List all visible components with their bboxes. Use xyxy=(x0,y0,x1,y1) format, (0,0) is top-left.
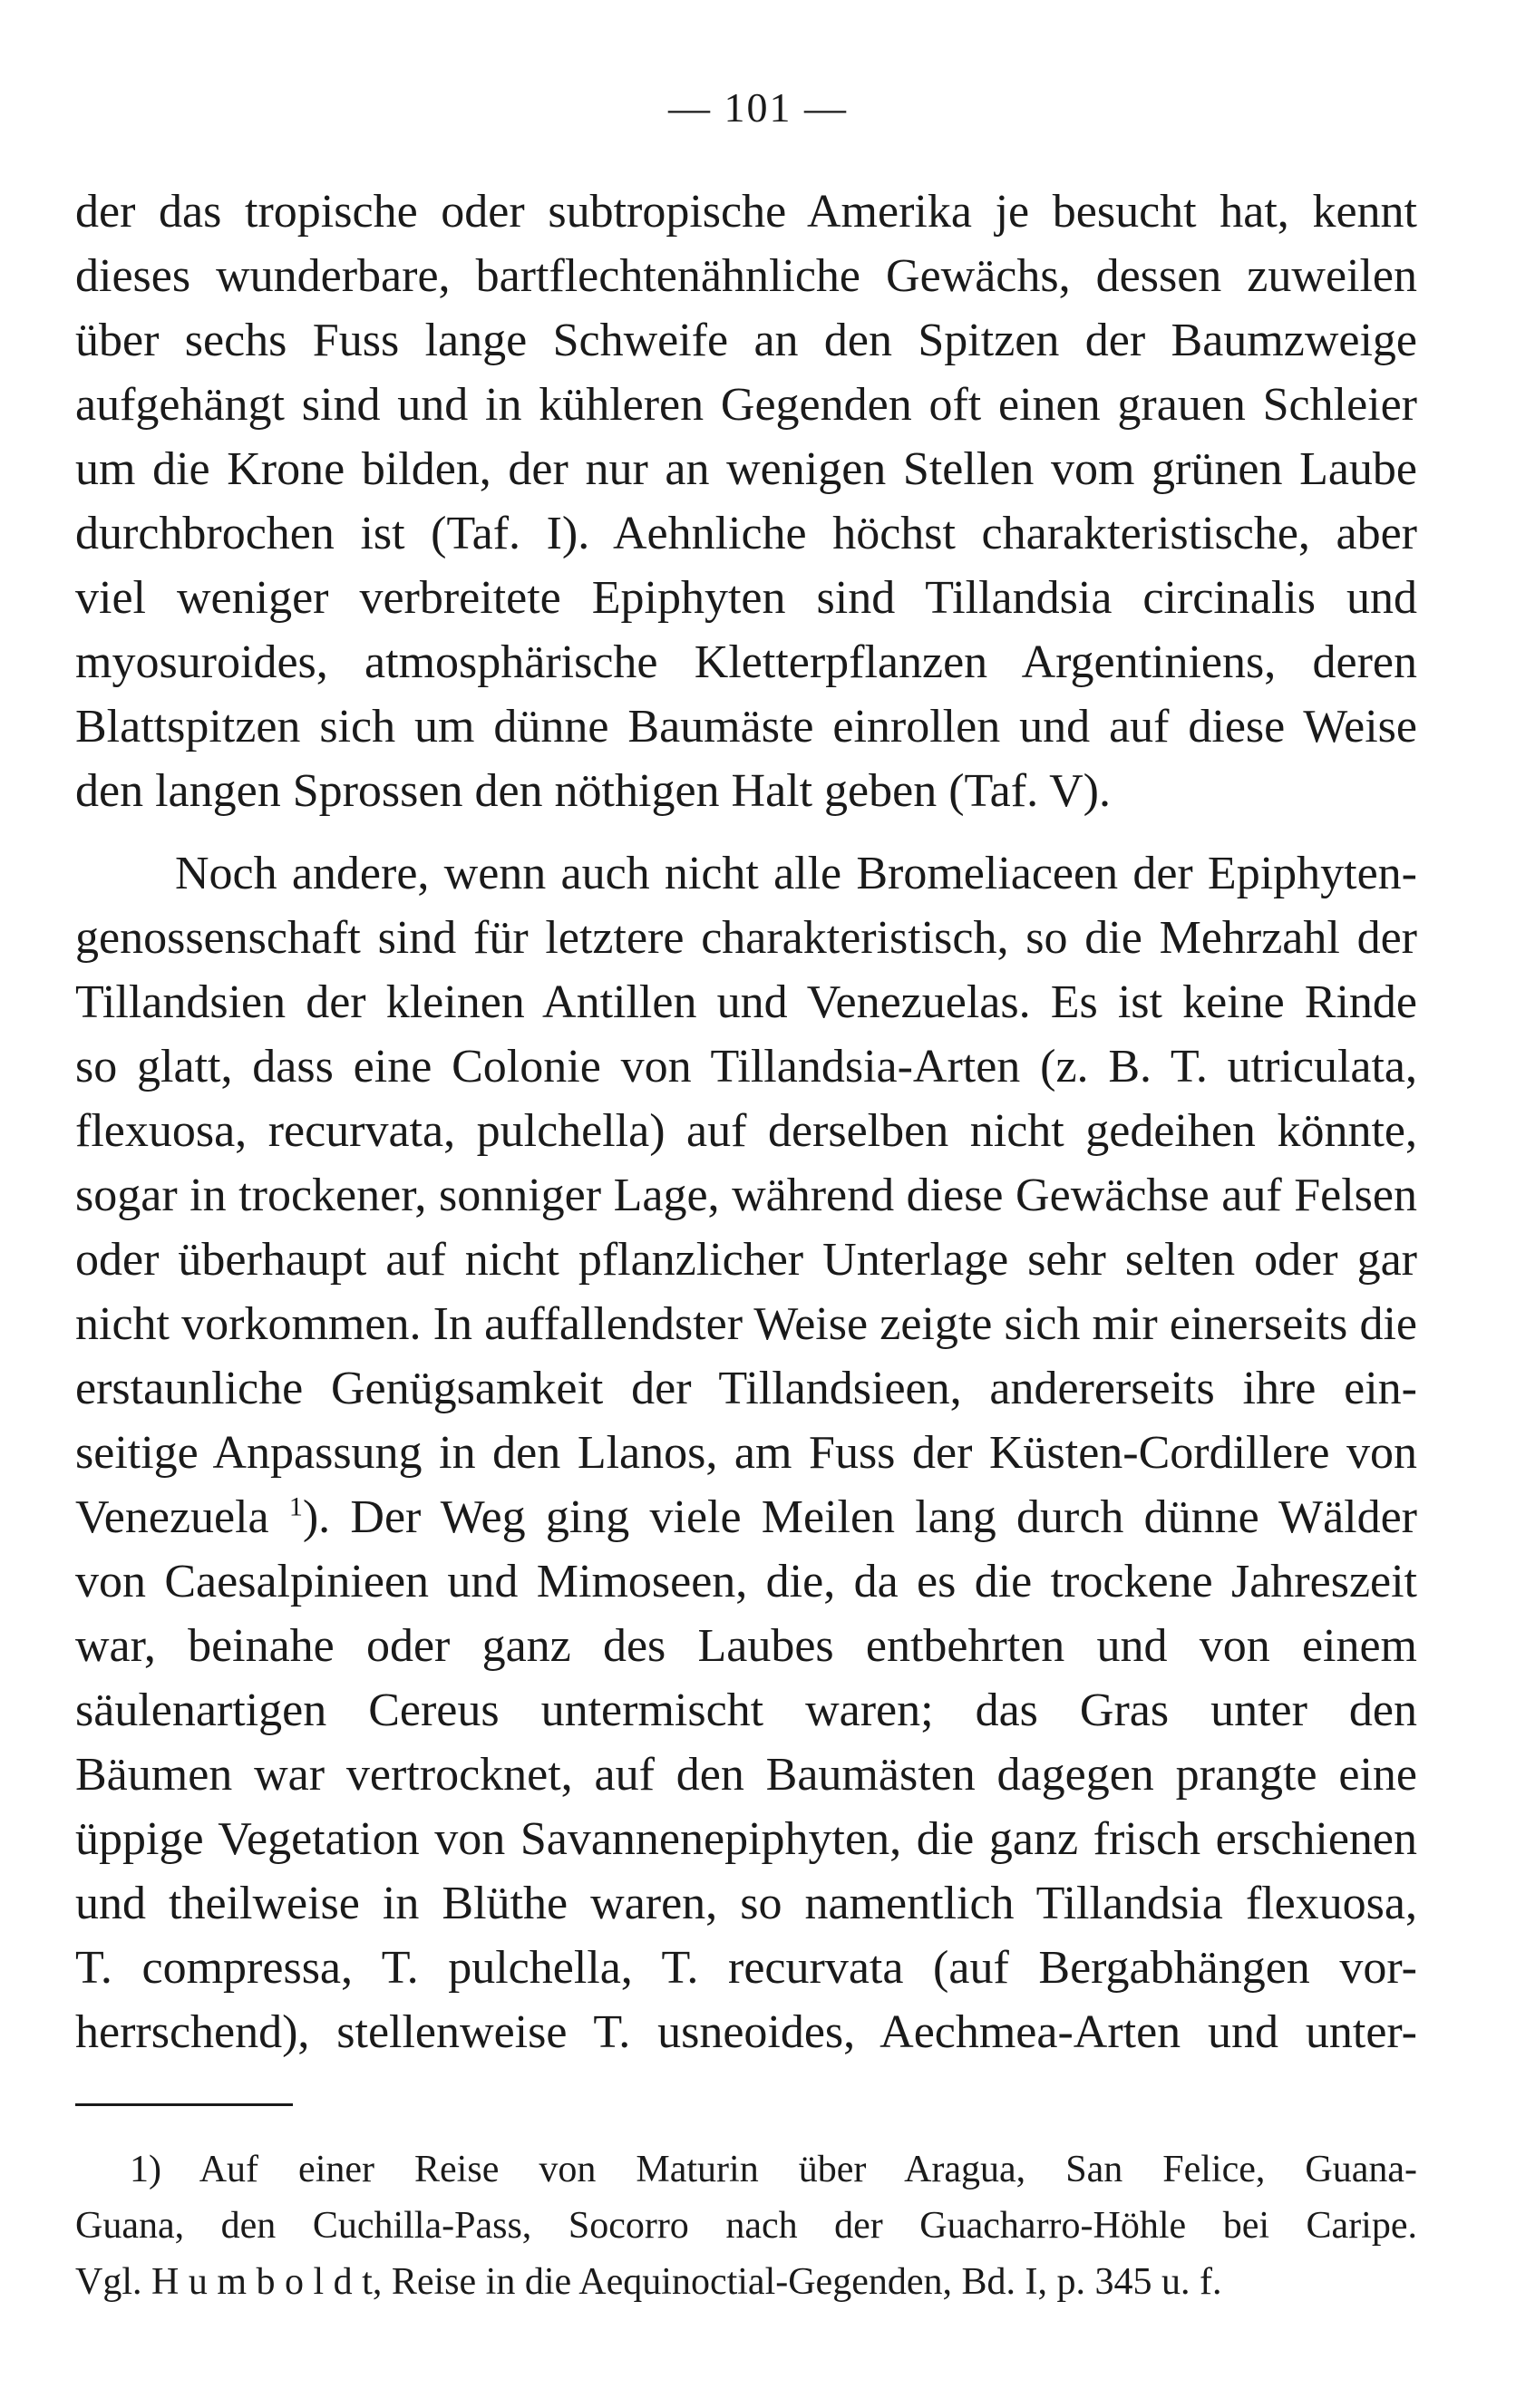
footnote-line: Guana, den Cuchilla-Pass, Socorro nach der Guacharro-Höhle bei Caripe. xyxy=(75,2205,1417,2247)
text-segment: Venezuela xyxy=(75,1491,269,1543)
footnotes xyxy=(75,2141,1417,2310)
text-line: war, beinahe oder ganz des Laubes entbehrten und von einem xyxy=(75,1620,1417,1672)
text-line: myosuroides, atmosphärische Kletterpflanzen Argentiniens, deren xyxy=(75,636,1417,688)
text-line-with-footnote-ref xyxy=(75,1485,1417,1549)
footnote-line: 1) Auf einer Reise von Maturin über Aragua, San Felice, Guana- xyxy=(130,2149,1417,2190)
main-text xyxy=(75,180,1417,2064)
footnote-ref-marker: 1 xyxy=(288,1491,303,1522)
text-line: genossenschaft sind für letztere charakteristisch, so die Mehrzahl der xyxy=(75,912,1417,964)
text-line: T. compressa, T. pulchella, T. recurvata (auf Bergabhängen vor- xyxy=(75,1942,1417,1994)
text-line: seitige Anpassung in den Llanos, am Fuss der Küsten-Cordillere von xyxy=(75,1427,1417,1479)
text-line: dieses wunderbare, bartflechtenähnliche Gewächs, dessen zuweilen xyxy=(75,250,1417,302)
text-line: sogar in trockener, sonniger Lage, während diese Gewächse auf Felsen xyxy=(75,1170,1417,1221)
text-line: üppige Vegetation von Savannenepiphyten, die ganz frisch erschienen xyxy=(75,1813,1417,1865)
paragraph-2 xyxy=(75,841,1417,2064)
text-line: oder überhaupt auf nicht pflanzlicher Unterlage sehr selten oder gar xyxy=(75,1234,1417,1286)
text-line: Noch andere, wenn auch nicht alle Bromeliaceen der Epiphyten- xyxy=(175,848,1417,899)
text-line: nicht vorkommen. In auffallendster Weise zeigte sich mir einerseits die xyxy=(75,1298,1417,1350)
text-line: Bäumen war vertrocknet, auf den Baumästen dagegen prangte eine xyxy=(75,1749,1417,1801)
text-line: von Caesalpinieen und Mimoseen, die, da es die trockene Jahreszeit xyxy=(75,1556,1417,1607)
text-line: säulenartigen Cereus untermischt waren; das Gras unter den xyxy=(75,1685,1417,1736)
text-line: über sechs Fuss lange Schweife an den Spitzen der Baumzweige xyxy=(75,315,1417,366)
footnote-divider xyxy=(75,2103,293,2106)
text-line: Blattspitzen sich um dünne Baumäste einrollen und auf diese Weise xyxy=(75,701,1417,752)
text-segment: ). Der Weg ging viele Meilen lang durch dünne Wälder xyxy=(302,1491,1417,1543)
text-line: so glatt, dass eine Colonie von Tillandsia-Arten (z. B. T. utriculata, xyxy=(75,1041,1417,1092)
paragraph-1 xyxy=(75,180,1417,823)
text-line: der das tropische oder subtropische Amerika je besucht hat, kennt xyxy=(75,186,1417,238)
text-line: und theilweise in Blüthe waren, so namentlich Tillandsia flexuosa, xyxy=(75,1878,1417,1929)
text-line: den langen Sprossen den nöthigen Halt geben (Taf. V). xyxy=(75,765,1111,817)
page-number: — 101 — xyxy=(668,84,848,131)
text-line: durchbrochen ist (Taf. I). Aehnliche höchst charakteristische, aber xyxy=(75,508,1417,559)
text-line: erstaunliche Genügsamkeit der Tillandsieen, andererseits ihre ein- xyxy=(75,1363,1417,1414)
text-line: herrschend), stellenweise T. usneoides, Aechmea-Arten und unter- xyxy=(75,2006,1417,2058)
text-line: aufgehängt sind und in kühleren Gegenden oft einen grauen Schleier xyxy=(75,379,1417,431)
footnote-line: Vgl. H u m b o l d t, Reise in die Aequinoctial-Gegenden, Bd. I, p. 345 u. f. xyxy=(75,2261,1222,2303)
text-line: viel weniger verbreitete Epiphyten sind Tillandsia circinalis und xyxy=(75,572,1417,624)
text-line: Tillandsien der kleinen Antillen und Venezuelas. Es ist keine Rinde xyxy=(75,976,1417,1028)
text-line: flexuosa, recurvata, pulchella) auf derselben nicht gedeihen könnte, xyxy=(75,1105,1417,1157)
text-line: um die Krone bilden, der nur an wenigen Stellen vom grünen Laube xyxy=(75,443,1417,495)
